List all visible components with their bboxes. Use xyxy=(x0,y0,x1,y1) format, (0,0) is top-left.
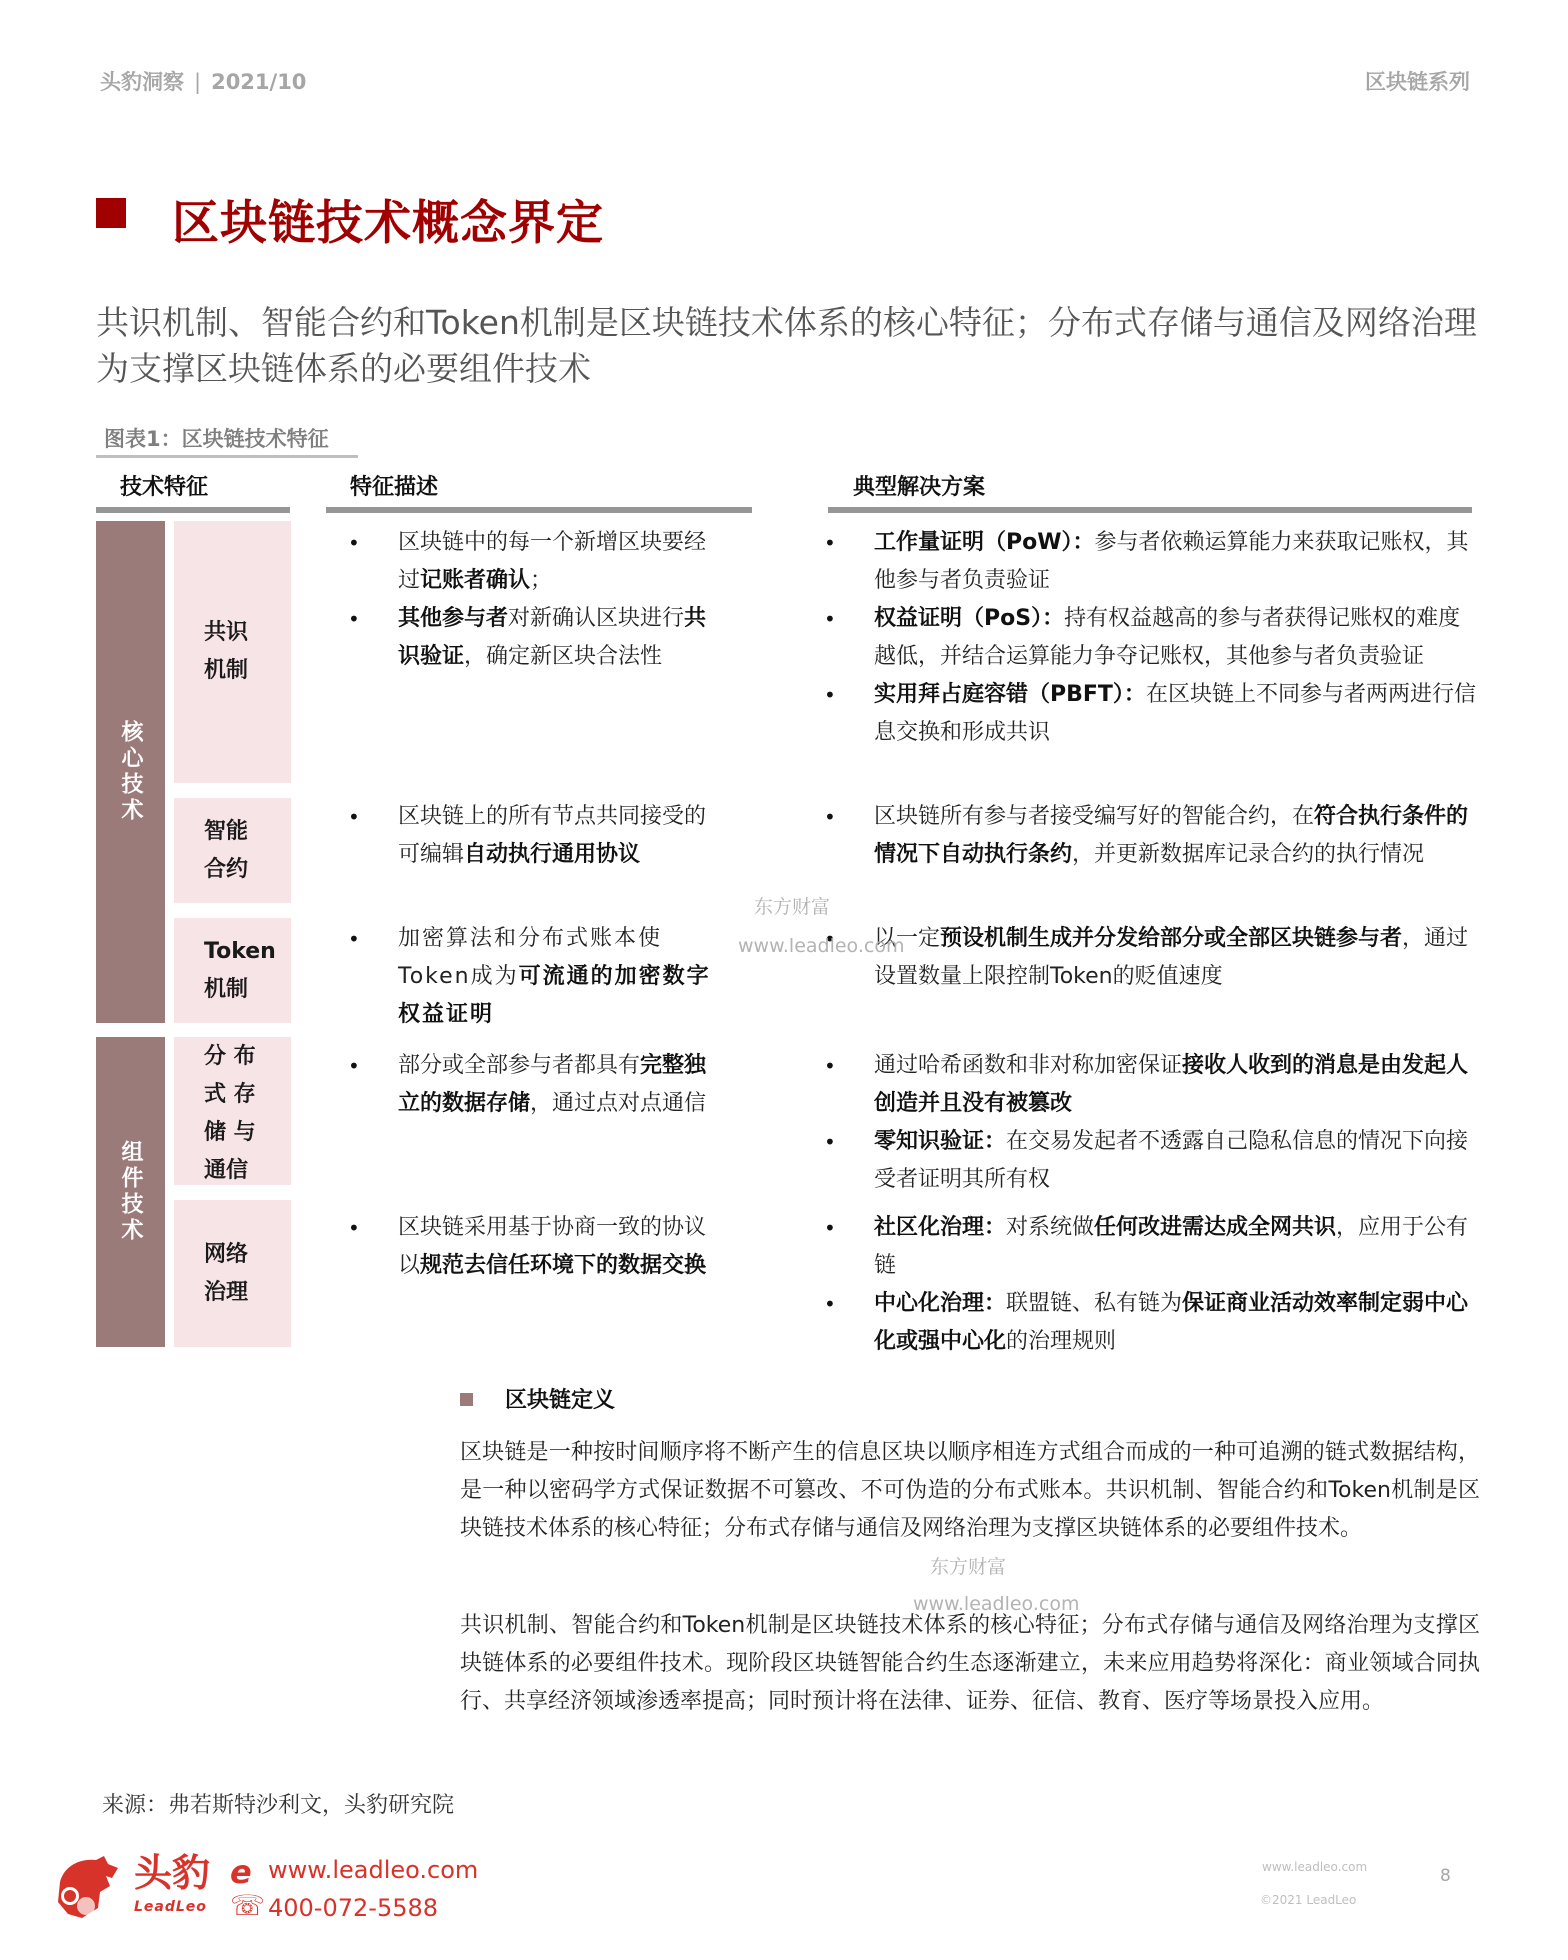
bullet-item xyxy=(822,920,1482,996)
header-brand: 头豹洞察 xyxy=(100,70,184,94)
bold-text: 完整独立的数据存储 xyxy=(398,1053,707,1116)
bullet-item xyxy=(346,920,720,1034)
solution-list-consensus xyxy=(822,524,1476,752)
leadleo-logo-icon xyxy=(52,1852,122,1922)
figure-label-underline xyxy=(96,455,358,458)
footer-website[interactable]: www.leadleo.com xyxy=(268,1856,479,1884)
definition-title: 区块链定义 xyxy=(505,1388,616,1413)
watermark-url-2: www.leadleo.com xyxy=(913,1593,1080,1615)
watermark-cn-2: 东方财富 xyxy=(930,1556,1007,1578)
text: 持有权益越高的参与者获得记账权的难度越低，并结合运算能力争夺记账权，其他参与者负责验证 xyxy=(874,606,1461,669)
text: 对新确认区块进行 xyxy=(508,606,685,631)
bullet-item xyxy=(822,1209,1476,1285)
header-date: 2021/10 xyxy=(211,70,307,94)
text: ，确定新区块合法性 xyxy=(464,644,663,669)
bullet-item xyxy=(346,524,720,600)
bullet-item xyxy=(346,798,720,874)
text: 区块链所有参与者接受编写好的智能合约，在 xyxy=(874,804,1315,829)
bullet-item xyxy=(822,676,1476,752)
header-series: 区块链系列 xyxy=(1365,70,1470,94)
solution-list-network-governance xyxy=(822,1209,1476,1361)
bold-text: 规范去信任环境下的数据交换 xyxy=(420,1253,707,1278)
text: ，应用于公有链 xyxy=(874,1215,1469,1278)
text: 区块链中的每一个新增区块要经过 xyxy=(398,530,707,593)
bold-text: 预设机制生成并分发给部分或全部区块链参与者 xyxy=(940,926,1403,951)
bold-text: 保证商业活动效率制定弱中心化或强中心化 xyxy=(874,1291,1469,1354)
bold-text: 符合执行条件的情况下自动执行条约 xyxy=(874,804,1469,867)
column-divider-description xyxy=(326,507,752,513)
bold-text: 任何改进需达成全网共识 xyxy=(1094,1215,1337,1240)
figure-label: 图表1：区块链技术特征 xyxy=(104,427,329,451)
bullet-item xyxy=(822,524,1476,600)
text: 在区块链上不同参与者两两进行信息交换和形成共识 xyxy=(874,682,1476,745)
bold-text: 自动执行通用协议 xyxy=(464,842,641,867)
column-header-description: 特征描述 xyxy=(350,475,439,500)
bold-text: 工作量证明（PoW）： xyxy=(874,530,1095,555)
text: ，通过设置数量上限控制Token的贬值速度 xyxy=(874,926,1469,989)
solution-list-smart-contract xyxy=(822,798,1476,874)
feature-consensus: 共识 机制 xyxy=(174,521,291,783)
definition-square-icon xyxy=(460,1393,473,1406)
title-square-icon xyxy=(96,198,126,228)
description-list-consensus xyxy=(346,524,720,676)
description-list-network-governance xyxy=(346,1209,720,1285)
footer-phone: 400-072-5588 xyxy=(268,1894,439,1922)
text: 联盟链、私有链为 xyxy=(1006,1291,1183,1316)
solution-list-distributed-storage xyxy=(822,1047,1476,1199)
bullet-item xyxy=(346,1209,720,1285)
page-number: 8 xyxy=(1440,1866,1451,1886)
column-divider-feature xyxy=(96,507,290,513)
bullet-item xyxy=(822,1123,1476,1199)
bold-text: 其他参与者 xyxy=(398,606,509,631)
bullet-item xyxy=(822,600,1476,676)
bullet-item xyxy=(822,1047,1476,1123)
definition-paragraph-2: 共识机制、智能合约和Token机制是区块链技术体系的核心特征；分布式存储与通信及网络治理为支撑区块链体系的必要组件技术。现阶段区块链智能合约生态逐渐建立，未来应用趋势将深化：商业领域合同执行、共享经济领域渗透率提高；同时预计将在法律、证券、征信、教育、医疗等场景投入应用。 xyxy=(460,1613,1480,1714)
text: ； xyxy=(530,568,553,593)
bold-text: 社区化治理： xyxy=(874,1215,1007,1240)
phone-icon: ☏ xyxy=(230,1889,266,1922)
bold-text: 零知识验证： xyxy=(874,1129,1007,1154)
footer-logo-en: LeadLeo xyxy=(134,1899,207,1915)
bold-text: 共识验证 xyxy=(398,606,707,669)
page-title: 区块链技术概念界定 xyxy=(172,196,604,251)
text: 对系统做 xyxy=(1006,1215,1095,1240)
feature-smart-contract: 智能 合约 xyxy=(174,798,291,903)
bold-text: 接收人收到的消息是由发起人创造并且没有被篡改 xyxy=(874,1053,1469,1116)
bold-text: 可流通的加密数字权益证明 xyxy=(398,964,711,1027)
feature-network-governance: 网络 治理 xyxy=(174,1200,291,1347)
text: 部分或全部参与者都具有 xyxy=(398,1053,641,1078)
footer-copyright: ©2021 LeadLeo xyxy=(1260,1893,1357,1907)
bold-text: 实用拜占庭容错（PBFT）： xyxy=(874,682,1146,707)
bullet-item xyxy=(822,798,1476,874)
column-divider-solutions xyxy=(828,507,1472,513)
text: 以一定 xyxy=(874,926,941,951)
description-list-smart-contract xyxy=(346,798,720,874)
header-separator: | xyxy=(194,70,202,94)
text: 加密算法和分布式账本使Token成为 xyxy=(398,926,663,989)
bullet-item xyxy=(346,600,720,676)
bold-text: 权益证明（PoS）： xyxy=(874,606,1065,631)
footer-logo-cn: 头豹 xyxy=(134,1851,211,1895)
description-list-distributed-storage xyxy=(346,1047,720,1123)
text: ，并更新数据库记录合约的执行情况 xyxy=(1072,842,1425,867)
page-subtitle: 共识机制、智能合约和Token机制是区块链技术体系的核心特征；分布式存储与通信及网络治理为支撑区块链体系的必要组件技术 xyxy=(96,303,1477,388)
text: 的治理规则 xyxy=(1006,1329,1117,1354)
watermark-cn: 东方财富 xyxy=(754,896,831,918)
text: 在交易发起者不透露自己隐私信息的情况下向接受者证明其所有权 xyxy=(874,1129,1469,1192)
solution-list-token xyxy=(822,920,1482,996)
category-component-tech: 组件技术 xyxy=(96,1037,165,1347)
header-brand-date xyxy=(100,66,306,96)
feature-distributed-storage: 分 布 式 存 储 与 通信 xyxy=(174,1037,291,1185)
bullet-item xyxy=(822,1285,1476,1361)
bold-text: 中心化治理： xyxy=(874,1291,1007,1316)
definition-paragraph-1: 区块链是一种按时间顺序将不断产生的信息区块以顺序相连方式组合而成的一种可追溯的链式数据结构，是一种以密码学方式保证数据不可篡改、不可伪造的分布式账本。共识机制、智能合约和Token机制是区块链技术体系的核心特征；分布式存储与通信及网络治理为支撑区块链体系的必要组件技术。 xyxy=(460,1440,1480,1541)
column-header-feature: 技术特征 xyxy=(120,475,209,500)
bold-text: 记账者确认 xyxy=(420,568,531,593)
bullet-item xyxy=(346,1047,720,1123)
text: 区块链采用基于协商一致的协议以 xyxy=(398,1215,707,1278)
text: 通过哈希函数和非对称加密保证 xyxy=(874,1053,1183,1078)
text: ，通过点对点通信 xyxy=(530,1091,707,1116)
text: 参与者依赖运算能力来获取记账权，其他参与者负责验证 xyxy=(874,530,1469,593)
source-note: 来源：弗若斯特沙利文，头豹研究院 xyxy=(102,1793,455,1818)
footer-small-url: www.leadleo.com xyxy=(1262,1860,1368,1874)
text: 区块链上的所有节点共同接受的可编辑 xyxy=(398,804,707,867)
description-list-token xyxy=(346,920,720,1034)
category-core-tech: 核心技术 xyxy=(96,521,165,1023)
column-header-solutions: 典型解决方案 xyxy=(853,475,986,500)
web-browser-icon: e xyxy=(230,1853,252,1891)
feature-token: Token 机制 xyxy=(174,918,291,1023)
watermark-url: www.leadleo.com xyxy=(738,935,905,957)
